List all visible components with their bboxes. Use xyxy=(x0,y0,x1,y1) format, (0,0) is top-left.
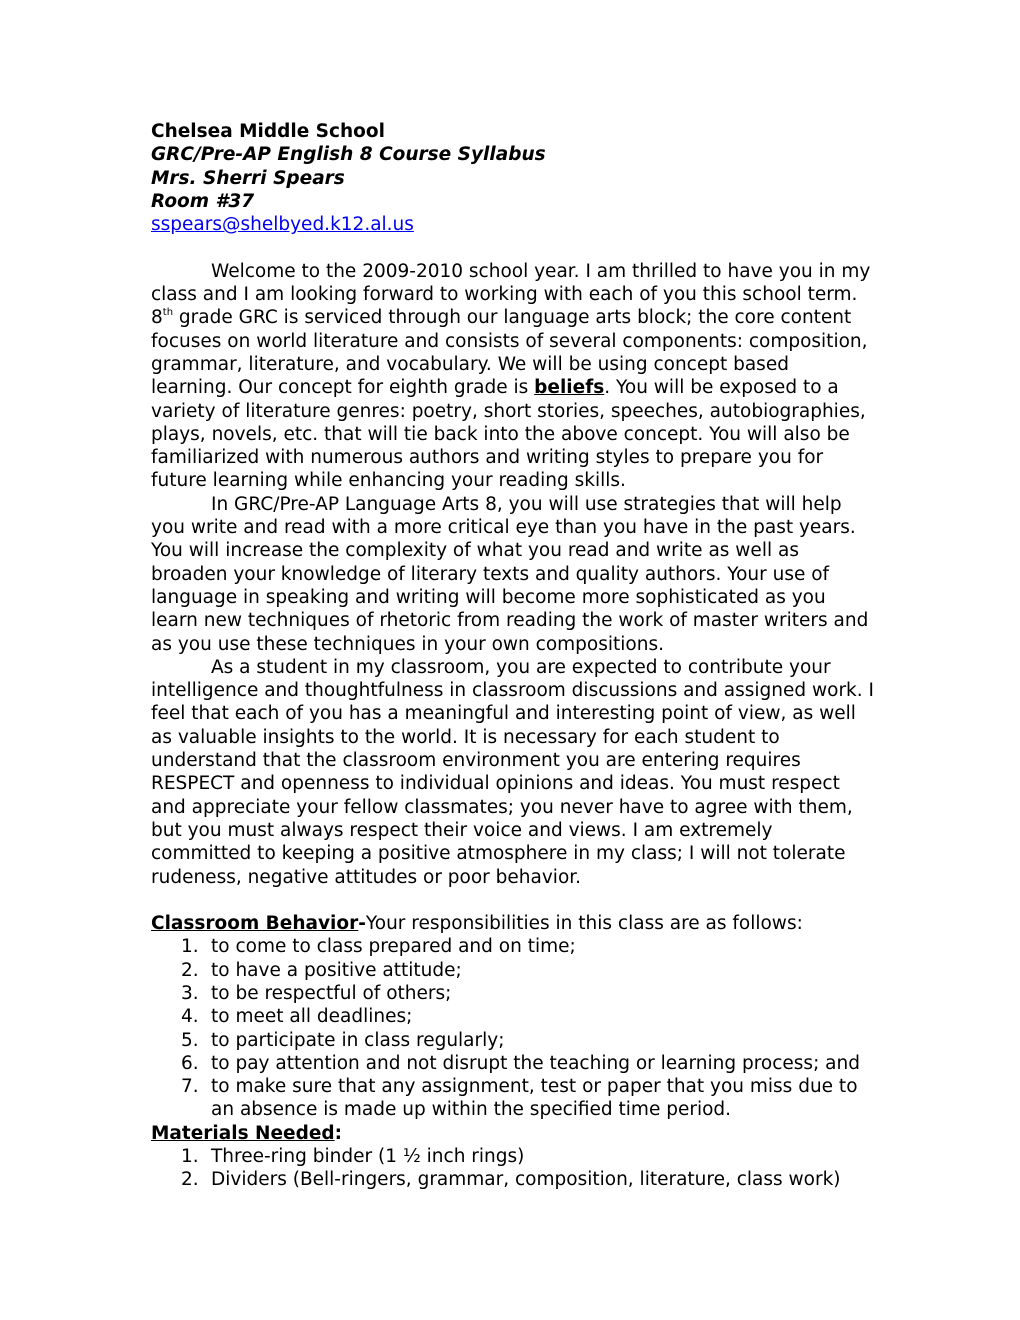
intro-text-2: grade GRC is serviced through our language arts block; the core content focuses on world literature and consists of several components: composition, grammar, literature, and vocabulary. We will be using concept based learning. Our concept for eighth grade is xyxy=(151,307,868,399)
school-name: Chelsea Middle School xyxy=(151,121,385,142)
materials-section-heading xyxy=(151,1122,876,1145)
list-item-text: to participate in class regularly; xyxy=(211,1029,505,1051)
list-item-number: 2. xyxy=(181,1169,199,1191)
list-item-number: 2. xyxy=(181,959,199,981)
teacher-name: Mrs. Sherri Spears xyxy=(151,167,345,189)
behavior-heading-label: Classroom Behavior xyxy=(151,913,359,935)
list-item-text: to meet all deadlines; xyxy=(211,1006,413,1028)
list-item xyxy=(151,1029,876,1052)
materials-list xyxy=(151,1145,876,1192)
list-item xyxy=(151,959,876,982)
list-item-number: 3. xyxy=(181,982,199,1004)
behavior-heading-dash: - xyxy=(358,913,366,935)
room-number: Room #37 xyxy=(151,190,255,212)
list-item-text: to make sure that any assignment, test or paper that you miss due to an absence is made up within the specified time period. xyxy=(211,1076,858,1121)
list-item-number: 1. xyxy=(181,936,199,958)
teacher-email-link[interactable]: sspears@shelbyed.k12.al.us xyxy=(151,214,414,236)
behavior-lead-text: Your responsibilities in this class are as follows: xyxy=(365,913,803,935)
list-item xyxy=(151,982,876,1005)
course-title: GRC/Pre-AP English 8 Course Syllabus xyxy=(151,144,546,166)
ordinal-suffix: th xyxy=(162,307,174,319)
intro-paragraph-welcome xyxy=(151,260,876,493)
list-item xyxy=(151,1168,876,1191)
intro-paragraph-expectations: As a student in my classroom, you are expected to contribute your intelligence and thoughtfulness in classroom discussions and assigned work. I feel that each of you has a meaningful and interesting point of view, as well as valuable insights to the world. It is necessary for each student to understand that the classroom environment you are entering requires RESPECT and openness to individual opinions and ideas. You must respect and appreciate your fellow classmates; you never have to agree with them, but you must always respect their voice and views. I am extremely committed to keeping a positive atmosphere in my class; I will not tolerate rudeness, negative attitudes or poor behavior. xyxy=(151,656,874,888)
intro-paragraph-strategies: In GRC/Pre-AP Language Arts 8, you will use strategies that will help you write and read with a more critical eye than you have in the past years. You will increase the complexity of what you read and write as well as broaden your knowledge of literary texts and quality authors. Your use of language in speaking and writing will become more sophisticated as you learn new techniques of rhetoric from reading the work of master writers and as you use these techniques in your own compositions. xyxy=(151,493,869,655)
spacer xyxy=(151,889,876,912)
behavior-section-heading xyxy=(151,912,876,935)
list-item xyxy=(151,935,876,958)
spacer xyxy=(151,236,876,259)
list-item xyxy=(151,1075,876,1122)
list-item xyxy=(151,1052,876,1075)
concept-word: beliefs xyxy=(534,377,605,399)
list-item-text: to come to class prepared and on time; xyxy=(211,936,576,958)
syllabus-page xyxy=(151,120,876,1192)
materials-heading-label: Materials Needed xyxy=(151,1122,335,1144)
intro-text-1: Welcome to the 2009-2010 school year. I am thrilled to have you in my class and I am looking forward to working with each of you this school term. 8 xyxy=(151,260,871,329)
list-item-text: to pay attention and not disrupt the teaching or learning process; and xyxy=(211,1052,860,1074)
list-item-text: Dividers (Bell-ringers, grammar, composition, literature, class work) xyxy=(211,1169,841,1191)
list-item-number: 6. xyxy=(181,1052,199,1074)
behavior-list xyxy=(151,935,876,1121)
intro-text-3: . You will be exposed to a variety of literature genres: poetry, short stories, speeches, autobiographies, plays, novels, etc. that will tie back into the above concept. You will also be familiarized with numerous authors and writing styles to prepare you for future learning while enhancing your reading skills. xyxy=(151,377,866,492)
list-item xyxy=(151,1145,876,1168)
list-item-number: 4. xyxy=(181,1006,199,1028)
list-item xyxy=(151,1005,876,1028)
materials-heading-colon: : xyxy=(334,1122,343,1144)
list-item-text: Three-ring binder (1 ½ inch rings) xyxy=(211,1146,525,1168)
list-item-text: to be respectful of others; xyxy=(211,982,452,1004)
list-item-number: 1. xyxy=(181,1146,199,1168)
list-item-text: to have a positive attitude; xyxy=(211,959,462,981)
list-item-number: 5. xyxy=(181,1029,199,1051)
list-item-number: 7. xyxy=(181,1076,199,1098)
